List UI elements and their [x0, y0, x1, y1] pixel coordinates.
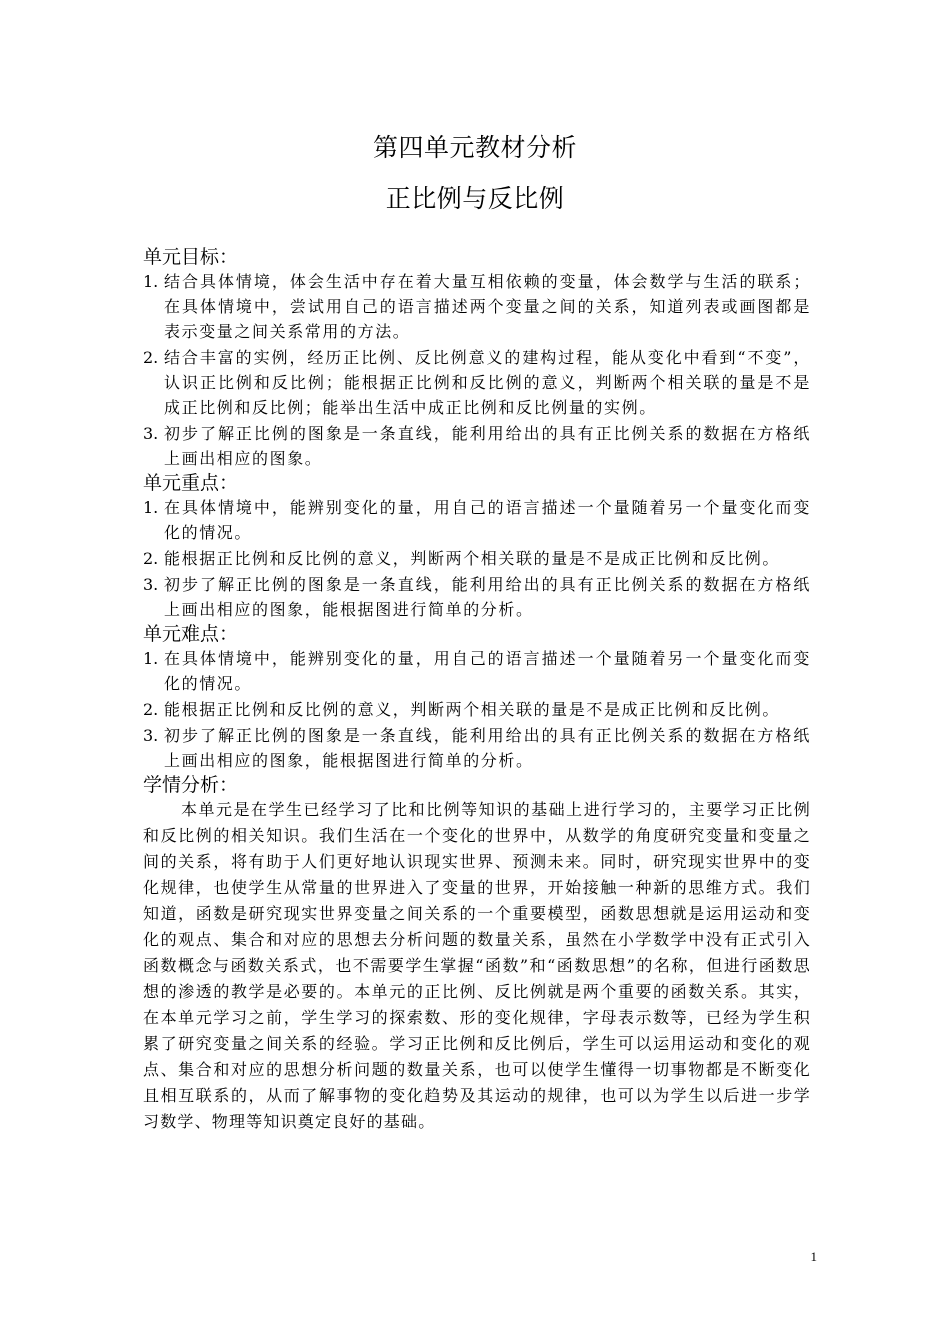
item-text: 在具体情境中，能辨别变化的量，用自己的语言描述一个量随着另一个量变化而变化的情况。: [164, 498, 811, 542]
difficulties-heading: 单元难点：: [143, 623, 239, 645]
item-number: 2.: [143, 549, 159, 568]
item-text: 初步了解正比例的图象是一条直线，能利用给出的具有正比例关系的数据在方格纸上画出相应的图象，能根据图进行简单的分析。: [164, 575, 811, 619]
item-text: 能根据正比例和反比例的意义，判断两个相关联的量是不是成正比例和反比例。: [164, 549, 781, 568]
page-subtitle: 正比例与反比例: [385, 184, 565, 213]
objectives-heading: 单元目标：: [143, 246, 239, 268]
objective-item: [143, 421, 811, 471]
item-text: 结合丰富的实例，经历正比例、反比例意义的建构过程，能从变化中看到“不变”，认识正比例和反比例；能根据正比例和反比例的意义，判断两个相关联的量是不是成正比例和反比例；能举出生活中成正比例和反比例量的实例。: [164, 348, 811, 417]
key-point-item: [143, 495, 811, 545]
item-text: 结合具体情境，体会生活中存在着大量互相依赖的变量，体会数学与生活的联系；在具体情境中，尝试用自己的语言描述两个变量之间的关系，知道列表或画图都是表示变量之间关系常用的方法。: [164, 272, 811, 341]
difficulties-list: [143, 646, 811, 773]
item-number: 1.: [143, 649, 159, 668]
objective-item: [143, 345, 811, 420]
item-number: 3.: [143, 575, 159, 594]
key-point-item: [143, 572, 811, 622]
objectives-list: [143, 269, 811, 471]
item-text: 初步了解正比例的图象是一条直线，能利用给出的具有正比例关系的数据在方格纸上画出相应的图象。: [164, 424, 811, 468]
analysis-heading: 学情分析：: [143, 774, 239, 796]
key-points-heading: 单元重点：: [143, 472, 239, 494]
key-points-list: [143, 495, 811, 622]
page-title: 第四单元教材分析: [372, 133, 577, 162]
item-number: 2.: [143, 348, 159, 367]
item-number: 1.: [143, 272, 159, 291]
item-text: 初步了解正比例的图象是一条直线，能利用给出的具有正比例关系的数据在方格纸上画出相应的图象，能根据图进行简单的分析。: [164, 726, 811, 770]
item-text: 能根据正比例和反比例的意义，判断两个相关联的量是不是成正比例和反比例。: [164, 700, 781, 719]
page-number: 1: [810, 1249, 817, 1264]
difficulty-item: [143, 697, 811, 722]
key-point-item: [143, 546, 811, 571]
item-text: 在具体情境中，能辨别变化的量，用自己的语言描述一个量随着另一个量变化而变化的情况。: [164, 649, 811, 693]
analysis-paragraph: 本单元是在学生已经学习了比和比例等知识的基础上进行学习的，主要学习正比例和反比例的相关知识。我们生活在一个变化的世界中，从数学的角度研究变量和变量之间的关系，将有助于人们更好地认识现实世界、预测未来。同时，研究现实世界中的变化规律，也使学生从常量的世界进入了变量的世界，开始接触一种新的思维方式。我们知道，函数是研究现实世界变量之间关系的一个重要模型，函数思想就是运用运动和变化的观点、集合和对应的思想去分析问题的数量关系，虽然在小学数学中没有正式引入函数概念与函数关系式，也不需要学生掌握“函数”和“函数思想”的名称，但进行函数思想的渗透的教学是必要的。本单元的正比例、反比例就是两个重要的函数关系。其实，在本单元学习之前，学生学习的探索数、形的变化规律，字母表示数等，已经为学生积累了研究变量之间关系的经验。学习正比例和反比例后，学生可以运用运动和变化的观点、集合和对应的思想分析问题的数量关系，也可以使学生懂得一切事物都是不断变化且相互联系的，从而了解事物的变化趋势及其运动的规律，也可以为学生以后进一步学习数学、物理等知识奠定良好的基础。: [143, 800, 811, 1131]
objective-item: [143, 269, 811, 344]
difficulty-item: [143, 646, 811, 696]
item-number: 1.: [143, 498, 159, 517]
difficulty-item: [143, 723, 811, 773]
document-body: [143, 246, 811, 1135]
item-number: 3.: [143, 726, 159, 745]
item-number: 3.: [143, 424, 159, 443]
item-number: 2.: [143, 700, 159, 719]
